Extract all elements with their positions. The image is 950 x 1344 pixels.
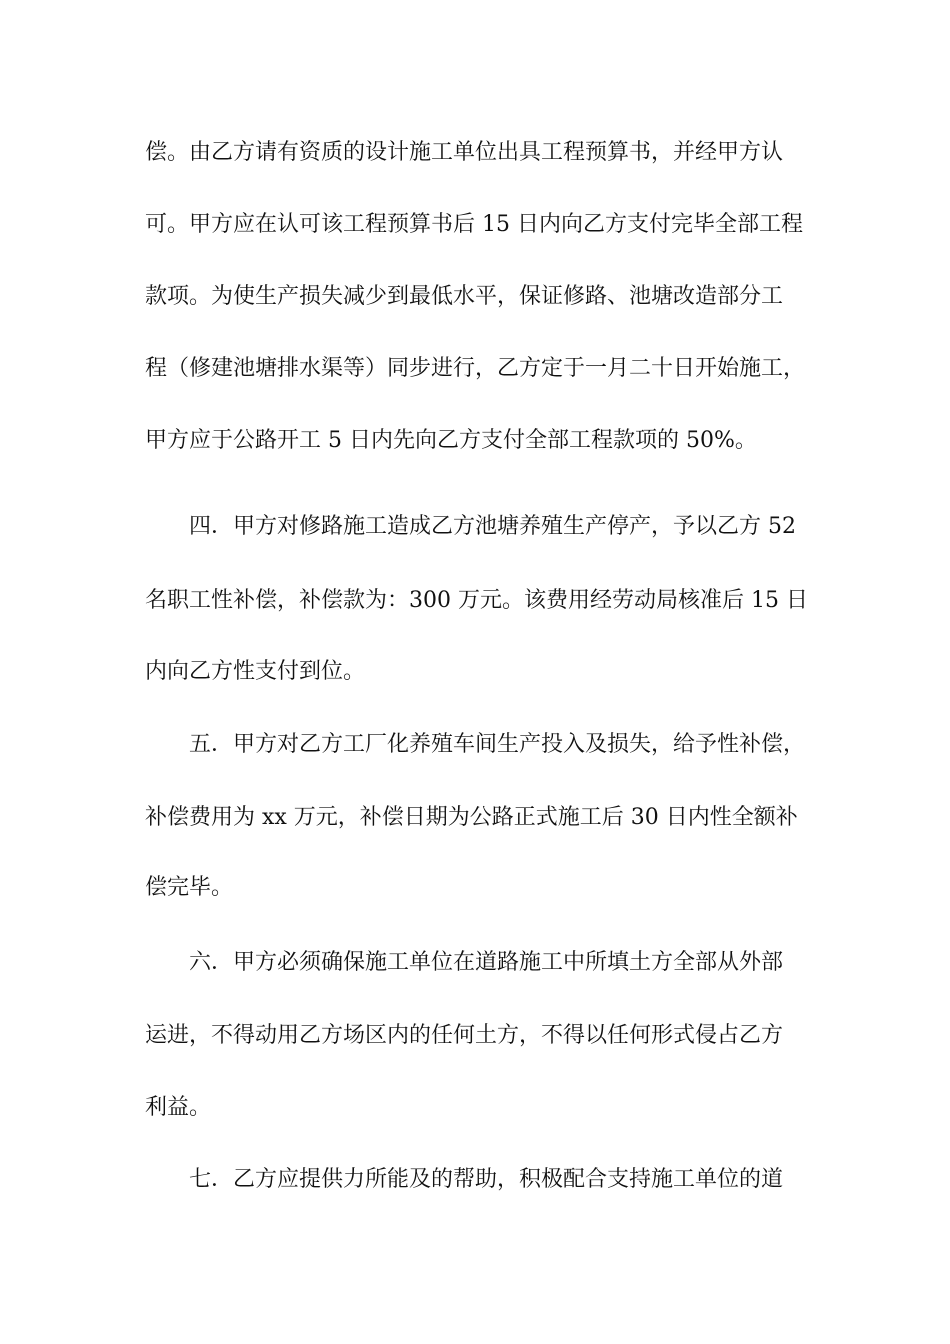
clause-7-heading-line: 七．乙方应提供力所能及的帮助，积极配合支持施工单位的道 [189,1167,784,1192]
text-line: 偿完毕。 [145,875,234,900]
text-line: 运进，不得动用乙方场区内的任何土方，不得以任何形式侵占乙方 [145,1023,784,1048]
text-line: 程（修建池塘排水渠等）同步进行，乙方定于一月二十日开始施工， [145,356,806,381]
text-line: 偿。由乙方请有资质的设计施工单位出具工程预算书，并经甲方认 [145,140,784,165]
text-line: 内向乙方性支付到位。 [145,659,366,684]
clause-6-heading-line: 六．甲方必须确保施工单位在道路施工中所填土方全部从外部 [189,950,784,975]
text-line: 可。甲方应在认可该工程预算书后 15 日内向乙方支付完毕全部工程 [145,212,803,237]
text-line: 利益。 [145,1095,212,1120]
text-line: 补偿费用为 xx 万元，补偿日期为公路正式施工后 30 日内性全额补 [145,805,798,830]
text-line: 甲方应于公路开工 5 日内先向乙方支付全部工程款项的 50%。 [145,428,757,453]
text-line: 款项。为使生产损失减少到最低水平，保证修路、池塘改造部分工 [145,284,784,309]
text-line: 名职工性补偿，补偿款为：300 万元。该费用经劳动局核准后 15 日 [145,588,808,613]
clause-4-heading-line: 四．甲方对修路施工造成乙方池塘养殖生产停产，予以乙方 52 [189,514,796,539]
clause-5-heading-line: 五．甲方对乙方工厂化养殖车间生产投入及损失，给予性补偿， [189,732,806,757]
